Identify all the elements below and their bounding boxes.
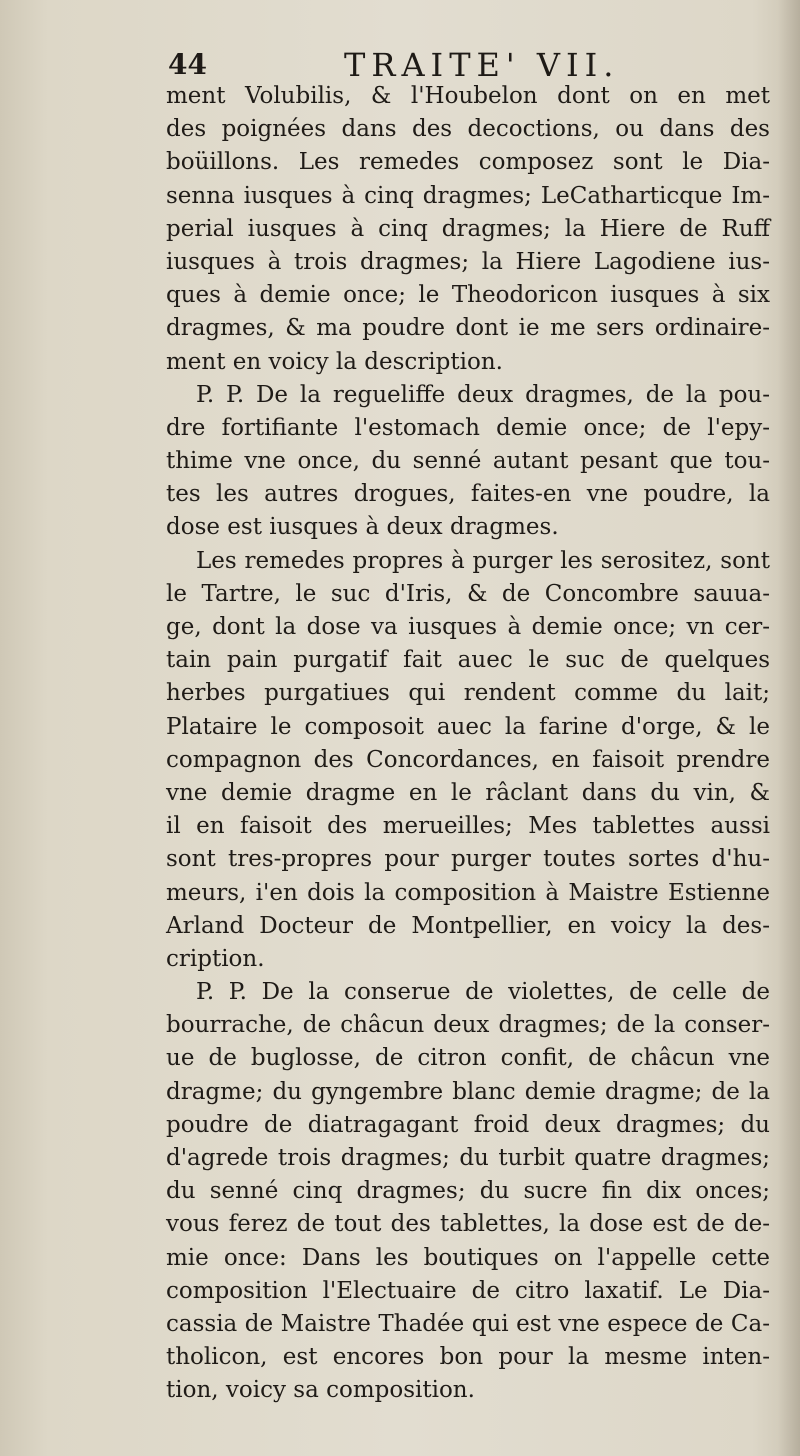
text-line: poudre de diatragagant froid deux dragmes; du: [166, 1111, 770, 1138]
text-line: tion, voicy sa composition.: [166, 1377, 475, 1404]
text-line: Plataire le composoit auec la farine d'orge, & le: [166, 713, 770, 740]
text-line: il en faisoit des merueilles; Mes tablettes aussi: [166, 813, 770, 840]
text-line: herbes purgatiues qui rendent comme du lait;: [166, 680, 770, 707]
text-line: d'agrede trois dragmes; du turbit quatre dragmes;: [166, 1145, 770, 1171]
text-line: dre fortifiante l'estomach demie once; de l'epy-: [166, 414, 770, 441]
text-line: tes les autres drogues, faites-en vne poudre, la: [166, 481, 770, 508]
text-line: perial iusques à cinq dragmes; la Hiere de Ruff: [166, 215, 770, 242]
text-line: dragmes, & ma poudre dont ie me sers ordinaire-: [166, 315, 770, 342]
running-title: TRAITE' VII.: [344, 46, 620, 84]
text-line: ue de buglosse, de citron confit, de châcun vne: [166, 1045, 770, 1072]
text-line: compagnon des Concordances, en faisoit prendre: [166, 746, 770, 773]
text-line: Arland Docteur de Montpellier, en voicy la des-: [166, 912, 770, 939]
text-line: bourrache, de châcun deux dragmes; de la conser-: [166, 1012, 770, 1039]
text-line: cription.: [166, 945, 265, 972]
text-line: ment Volubilis, & l'Houbelon dont on en met: [166, 83, 770, 109]
text-line: ment en voicy la description.: [166, 348, 503, 375]
text-line: meurs, i'en dois la composition à Maistre Estienne: [166, 879, 770, 906]
text-line: P. P. De la regueliffe deux dragmes, de la pou-: [196, 381, 770, 408]
text-line: thime vne once, du senné autant pesant que tou-: [166, 448, 770, 475]
text-line: composition l'Electuaire de citro laxatif. Le Dia-: [166, 1277, 770, 1304]
text-line: mie once: Dans les boutiques on l'appelle cette: [166, 1244, 770, 1271]
text-line: du senné cinq dragmes; du sucre fin dix onces;: [166, 1178, 770, 1205]
text-line: iusques à trois dragmes; la Hiere Lagodiene ius-: [166, 248, 770, 275]
text-line: senna iusques à cinq dragmes; LeCatharticque Im-: [166, 182, 770, 209]
text-line: des poignées dans des decoctions, ou dans des: [166, 116, 770, 143]
body-text: [166, 80, 770, 1408]
text-line: vous ferez de tout des tablettes, la dose est de de-: [166, 1211, 770, 1238]
text-line: Les remedes propres à purger les serositez, sont: [196, 547, 770, 574]
page-gutter-shadow: [778, 0, 800, 1456]
text-line: le Tartre, le suc d'Iris, & de Concombre sauua-: [166, 580, 770, 607]
text-line: ques à demie once; le Theodoricon iusques à six: [166, 282, 770, 309]
text-line: dragme; du gyngembre blanc demie dragme; de la: [166, 1078, 770, 1105]
text-line: tain pain purgatif fait auec le suc de quelques: [166, 647, 770, 674]
text-line: tholicon, est encores bon pour la mesme inten-: [166, 1344, 770, 1371]
text-line: dose est iusques à deux dragmes.: [166, 514, 559, 541]
text-line: sont tres-propres pour purger toutes sortes d'hu-: [166, 846, 770, 873]
text-line: vne demie dragme en le râclant dans du vin, &: [166, 779, 770, 806]
text-line: P. P. De la conserue de violettes, de celle de: [196, 979, 770, 1006]
text-line: boüillons. Les remedes composez sont le Dia-: [166, 149, 770, 176]
page-number: 44: [168, 48, 207, 81]
text-line: ge, dont la dose va iusques à demie once; vn cer-: [166, 614, 770, 640]
text-line: cassia de Maistre Thadée qui est vne espece de Ca-: [166, 1310, 770, 1337]
